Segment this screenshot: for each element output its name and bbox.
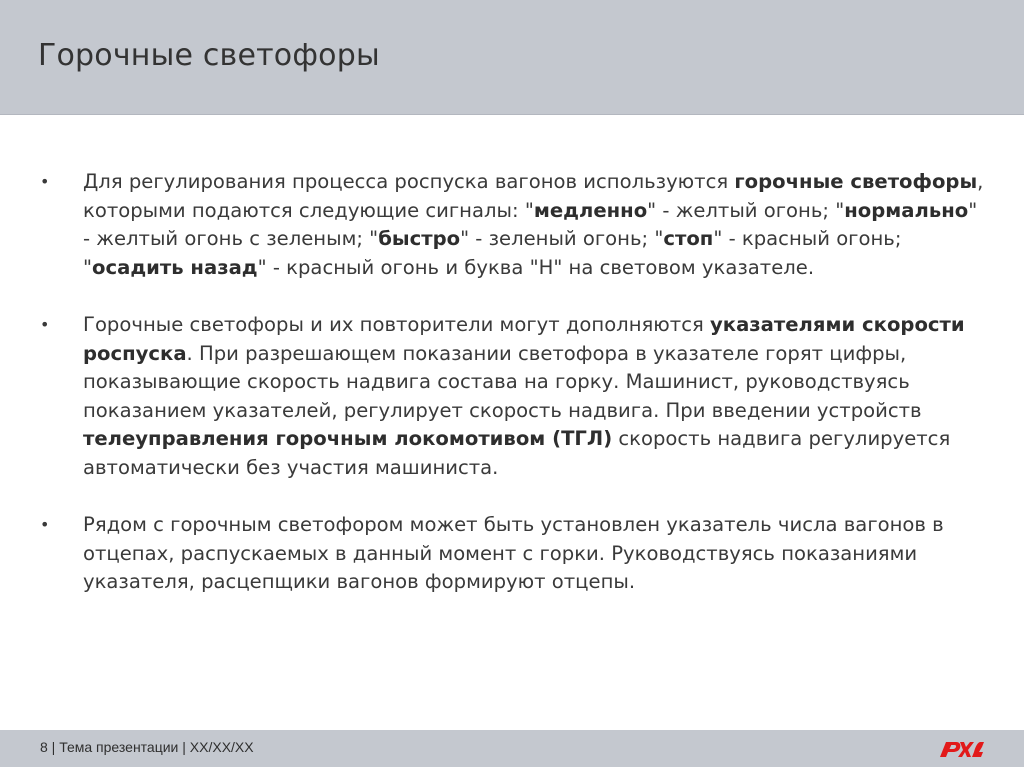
- text-run-bold: осадить назад: [92, 255, 258, 279]
- text-run-bold: стоп: [663, 227, 714, 250]
- text-run: " - желтый огонь с зеленым; ": [83, 198, 984, 250]
- bullet-text: [83, 511, 990, 597]
- bullet-dot: •: [40, 172, 50, 191]
- text-run-bold: горочные светофоры: [734, 170, 978, 193]
- slide-footer: [0, 730, 1024, 767]
- text-run-bold: указателями скорости роспуска: [83, 313, 965, 365]
- bullet-dot: •: [40, 515, 50, 534]
- text-run: " - зеленый огонь; ": [460, 227, 664, 250]
- text-run: " - красный огонь; ": [83, 227, 908, 279]
- footer-text: 8 | Тема презентации | XX/XX/XX: [40, 739, 254, 755]
- text-run: Горочные светофоры и их повторители могут дополняются: [83, 313, 710, 336]
- bullet-dot: •: [40, 315, 50, 334]
- text-run-bold: нормально: [844, 198, 969, 222]
- bullet-item: [40, 511, 990, 597]
- text-run: Для регулирования процесса роспуска вагонов используются: [83, 170, 735, 193]
- text-run: скорость надвига регулируется автоматически без участия машиниста.: [83, 427, 957, 479]
- slide-content: [40, 168, 990, 597]
- slide-title: Горочные светофоры: [38, 38, 380, 73]
- slide-header: [0, 0, 1024, 115]
- text-run: Рядом с горочным светофором может быть установлен указатель числа вагонов в отцепах, распускаемых в данный момент с горки. Руководствуясь показаниями указателя, расцепщики вагонов формируют отцепы.: [83, 513, 950, 593]
- bullet-text: [83, 168, 990, 282]
- bullet-text: [83, 311, 990, 482]
- bullet-item: [40, 311, 990, 482]
- bullet-item: [40, 168, 990, 282]
- text-run-bold: быстро: [378, 227, 461, 250]
- text-run-bold: телеуправления горочным локомотивом (ТГЛ): [83, 427, 613, 450]
- text-run-bold: медленно: [533, 198, 648, 222]
- text-run: , которыми подаются следующие сигналы: ": [83, 170, 990, 222]
- text-run: " - красный огонь и буква "Н" на световом указателе.: [257, 255, 815, 279]
- text-run: " - желтый огонь; ": [647, 198, 845, 222]
- rzd-logo: [936, 738, 986, 760]
- text-run: . При разрешающем показании светофора в указателе горят цифры, показывающие скорость надвига состава на горку. Машинист, руководствуясь показанием указателей, регулирует скорость надвига. При введении устройств: [83, 341, 928, 422]
